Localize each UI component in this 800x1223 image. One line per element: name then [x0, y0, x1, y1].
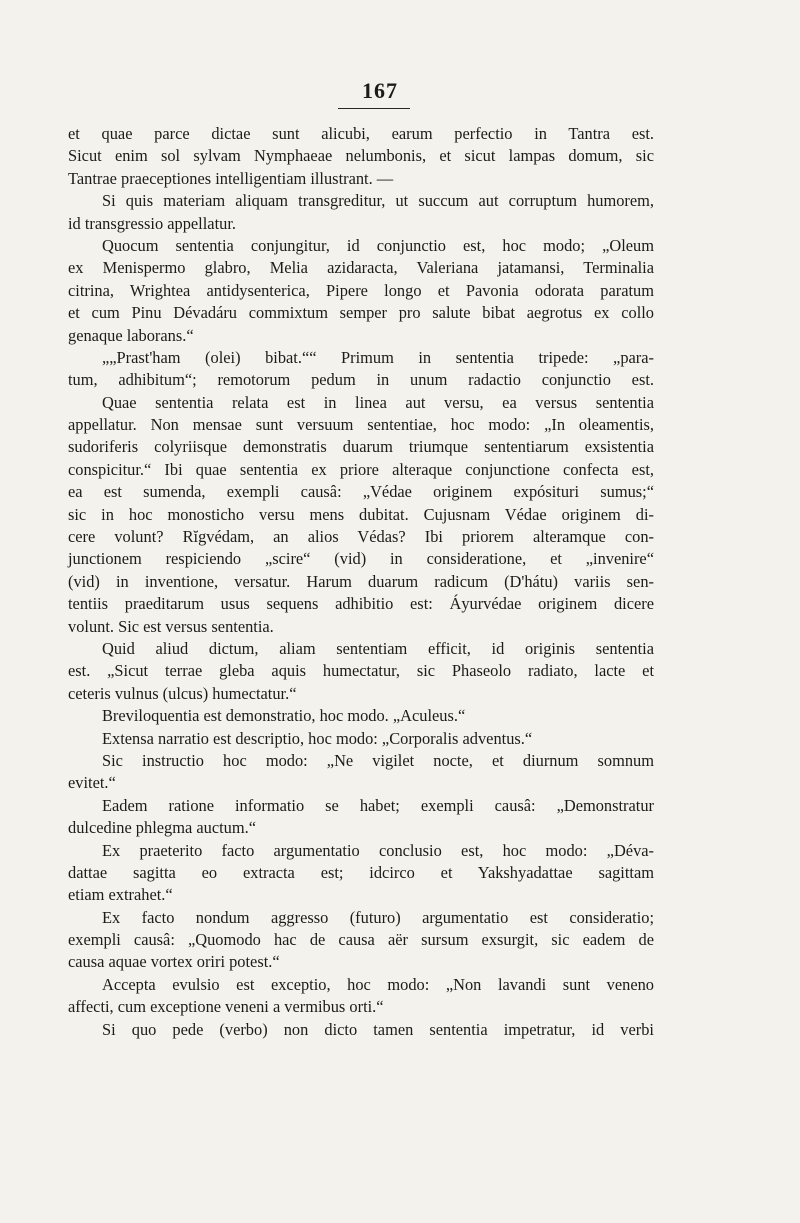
text-line: cere volunt? Rĭgvédam, an alios Védas? Ibi priorem alteramque con- [68, 527, 654, 547]
text-line: Eadem ratione informatio se habet; exempli causâ: „Demonstratur [102, 795, 654, 815]
text-line: volunt. Sic est versus sententia. [68, 616, 274, 636]
text-line: et quae parce dictae sunt alicubi, earum perfectio in Tantra est. [68, 124, 654, 143]
text-line: genaque laborans.“ [68, 325, 194, 345]
text-line: Si quis materiam aliquam transgreditur, ut succum aut corruptum humorem, [102, 191, 654, 211]
text-line: (vid) in inventione, versatur. Harum duarum radicum (D'hátu) variis sen- [68, 571, 654, 591]
text-line: Quocum sententia conjungitur, id conjunctio est, hoc modo; „Oleum [102, 235, 654, 255]
text-line: Extensa narratio est descriptio, hoc modo: „Corporalis adventus.“ [102, 728, 533, 748]
text-line: ex Menispermo glabro, Melia azidaracta, Valeriana jatamansi, Terminalia [68, 258, 654, 278]
text-line: Sic instructio hoc modo: „Ne vigilet nocte, et diurnum somnum [102, 750, 654, 770]
body-text [68, 123, 654, 1041]
text-line: dulcedine phlegma auctum.“ [68, 818, 256, 838]
text-line: Sicut enim sol sylvam Nymphaeae nelumbonis, et sicut lampas domum, sic [68, 146, 654, 166]
text-line: ea est sumenda, exempli causâ: „Védae originem expósituri sumus;“ [68, 482, 654, 502]
page-number-rule [338, 108, 410, 109]
text-line: evitet.“ [68, 773, 116, 793]
text-line: tum, adhibitum“; remotorum pedum in unum radactio conjunctio est. [68, 370, 654, 390]
text-line: Accepta evulsio est exceptio, hoc modo: „Non lavandi sunt veneno [102, 974, 654, 994]
text-line: „„Prast'ham (olei) bibat.““ Primum in sententia tripede: „para- [102, 347, 654, 367]
text-line: Ex praeterito facto argumentatio conclusio est, hoc modo: „Déva- [102, 840, 654, 860]
text-line: Quae sententia relata est in linea aut versu, ea versus sententia [102, 392, 654, 412]
text-line: Breviloquentia est demonstratio, hoc modo. „Aculeus.“ [102, 706, 466, 726]
text-line: et cum Pinu Dévadáru commixtum semper pro salute bibat aegrotus ex collo [68, 303, 654, 323]
text-line: Quid aliud dictum, aliam sententiam efficit, id originis sententia [102, 638, 654, 658]
text-line: dattae sagitta eo extracta est; idcirco et Yakshyadattae sagittam [68, 862, 654, 882]
text-line: sic in hoc monosticho versu mens dubitat. Cujusnam Védae originem di- [68, 504, 654, 524]
text-line: affecti, cum exceptione veneni a vermibus orti.“ [68, 997, 384, 1017]
text-line: sudoriferis colyriisque demonstratis duarum triumque sententiarum exsistentia [68, 437, 654, 457]
text-line: junctionem respiciendo „scire“ (vid) in consideratione, et „invenire“ [68, 549, 654, 569]
text-line: est. „Sicut terrae gleba aquis humectatur, sic Phaseolo radiato, lacte et [68, 661, 654, 681]
text-line: tentiis praeditarum usus sequens adhibitio est: Áyurvédae originem dicere [68, 594, 654, 614]
text-line: ceteris vulnus (ulcus) humectatur.“ [68, 683, 297, 703]
text-line: conspicitur.“ Ibi quae sententia ex priore alteraque conjunctione confecta est, [68, 459, 654, 479]
text-line: citrina, Wrightea antidysenterica, Pipere longo et Pavonia odorata paratum [68, 280, 654, 300]
text-line: Tantrae praeceptiones intelligentiam illustrant. — [68, 168, 394, 188]
text-line: etiam extrahet.“ [68, 885, 173, 905]
text-line: Ex facto nondum aggresso (futuro) argumentatio est consideratio; [102, 907, 654, 927]
page-number: 167 [362, 78, 398, 103]
text-line: Si quo pede (verbo) non dicto tamen sententia impetratur, id verbi [102, 1019, 654, 1039]
text-line: exempli causâ: „Quomodo hac de causa aër sursum exsurgit, sic eadem de [68, 930, 654, 950]
text-line: causa aquae vortex oriri potest.“ [68, 952, 280, 972]
text-line: id transgressio appellatur. [68, 213, 236, 233]
text-line: appellatur. Non mensae sunt versuum sententiae, hoc modo: „In oleamentis, [68, 415, 654, 435]
